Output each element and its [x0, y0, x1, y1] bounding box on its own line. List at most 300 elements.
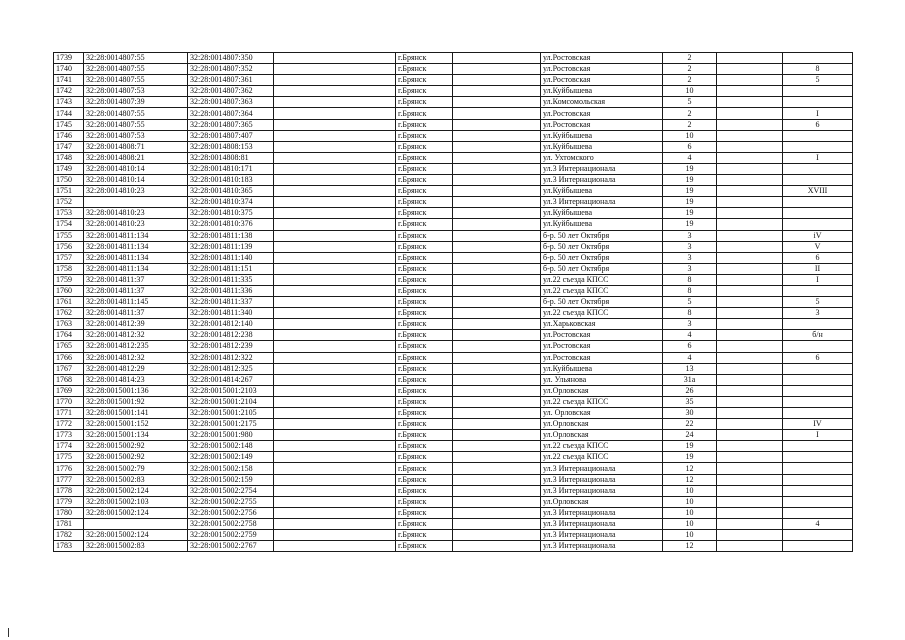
blank-column-cell	[274, 130, 396, 141]
row-number-cell: 1745	[54, 119, 84, 130]
city-cell: г.Брянск	[396, 408, 453, 419]
row-number-cell: 1762	[54, 308, 84, 319]
object-cadastral-number-cell: 32:28:0015001:2104	[188, 396, 274, 407]
object-cadastral-number-cell: 32:28:0015002:148	[188, 441, 274, 452]
city-cell: г.Брянск	[396, 75, 453, 86]
blank-column-cell	[274, 152, 396, 163]
room-number-cell: 6	[783, 352, 853, 363]
blank-column-cell	[453, 363, 541, 374]
blank-column-cell	[274, 197, 396, 208]
blank-column-cell	[274, 419, 396, 430]
row-number-cell: 1743	[54, 97, 84, 108]
object-cadastral-number-cell: 32:28:0014807:362	[188, 86, 274, 97]
house-number-cell: 10	[663, 530, 717, 541]
blank-column-cell	[453, 152, 541, 163]
parcel-cadastral-number-cell: 32:28:0014810:14	[84, 175, 188, 186]
row-number-cell: 1744	[54, 108, 84, 119]
object-cadastral-number-cell: 32:28:0014807:364	[188, 108, 274, 119]
room-number-cell: 8	[783, 64, 853, 75]
city-cell: г.Брянск	[396, 430, 453, 441]
blank-column-cell	[717, 518, 783, 529]
city-cell: г.Брянск	[396, 252, 453, 263]
room-number-cell	[783, 130, 853, 141]
blank-column-cell	[717, 64, 783, 75]
room-number-cell: XVIII	[783, 186, 853, 197]
house-number-cell: 5	[663, 97, 717, 108]
parcel-cadastral-number-cell: 32:28:0015002:124	[84, 530, 188, 541]
blank-column-cell	[717, 119, 783, 130]
row-number-cell: 1775	[54, 452, 84, 463]
table-row	[54, 108, 853, 119]
city-cell: г.Брянск	[396, 119, 453, 130]
room-number-cell	[783, 507, 853, 518]
table-row	[54, 64, 853, 75]
parcel-cadastral-number-cell	[84, 197, 188, 208]
object-cadastral-number-cell: 32:28:0014811:336	[188, 285, 274, 296]
row-number-cell: 1753	[54, 208, 84, 219]
blank-column-cell	[717, 452, 783, 463]
blank-column-cell	[453, 330, 541, 341]
blank-column-cell	[717, 141, 783, 152]
parcel-cadastral-number-cell: 32:28:0014807:39	[84, 97, 188, 108]
parcel-cadastral-number-cell: 32:28:0014814:23	[84, 374, 188, 385]
object-cadastral-number-cell: 32:28:0014808:81	[188, 152, 274, 163]
table-row	[54, 97, 853, 108]
city-cell: г.Брянск	[396, 419, 453, 430]
table-row	[54, 496, 853, 507]
city-cell: г.Брянск	[396, 308, 453, 319]
parcel-cadastral-number-cell: 32:28:0014807:53	[84, 130, 188, 141]
object-cadastral-number-cell: 32:28:0014812:239	[188, 341, 274, 352]
row-number-cell: 1774	[54, 441, 84, 452]
blank-column-cell	[453, 197, 541, 208]
house-number-cell: 31а	[663, 374, 717, 385]
row-number-cell: 1765	[54, 341, 84, 352]
blank-column-cell	[453, 86, 541, 97]
blank-column-cell	[717, 485, 783, 496]
room-number-cell	[783, 53, 853, 64]
city-cell: г.Брянск	[396, 64, 453, 75]
street-cell: ул.Куйбышева	[541, 130, 663, 141]
street-cell: ул.Комсомольская	[541, 97, 663, 108]
street-cell: ул.Ростовская	[541, 64, 663, 75]
house-number-cell: 12	[663, 541, 717, 552]
city-cell: г.Брянск	[396, 175, 453, 186]
city-cell: г.Брянск	[396, 374, 453, 385]
object-cadastral-number-cell: 32:28:0015002:2767	[188, 541, 274, 552]
street-cell: б-р. 50 лет Октября	[541, 230, 663, 241]
city-cell: г.Брянск	[396, 518, 453, 529]
object-cadastral-number-cell: 32:28:0015002:159	[188, 474, 274, 485]
street-cell: ул.3 Интернационала	[541, 541, 663, 552]
object-cadastral-number-cell: 32:28:0014810:183	[188, 175, 274, 186]
street-cell: ул. Орловская	[541, 408, 663, 419]
blank-column-cell	[453, 341, 541, 352]
blank-column-cell	[274, 208, 396, 219]
house-number-cell: 10	[663, 485, 717, 496]
table-row	[54, 419, 853, 430]
house-number-cell: 10	[663, 86, 717, 97]
blank-column-cell	[274, 474, 396, 485]
row-number-cell: 1757	[54, 252, 84, 263]
street-cell: ул.Ростовская	[541, 119, 663, 130]
blank-column-cell	[453, 75, 541, 86]
table-row	[54, 141, 853, 152]
room-number-cell: iV	[783, 230, 853, 241]
street-cell: ул.Орловская	[541, 385, 663, 396]
city-cell: г.Брянск	[396, 208, 453, 219]
house-number-cell: 10	[663, 507, 717, 518]
table-row	[54, 163, 853, 174]
object-cadastral-number-cell: 32:28:0015001:980	[188, 430, 274, 441]
house-number-cell: 10	[663, 496, 717, 507]
street-cell: ул.Орловская	[541, 430, 663, 441]
row-number-cell: 1777	[54, 474, 84, 485]
blank-column-cell	[453, 507, 541, 518]
row-number-cell: 1780	[54, 507, 84, 518]
blank-column-cell	[717, 219, 783, 230]
street-cell: ул.22 съезда КПСС	[541, 308, 663, 319]
parcel-cadastral-number-cell: 32:28:0014807:55	[84, 108, 188, 119]
row-number-cell: 1768	[54, 374, 84, 385]
parcel-cadastral-number-cell: 32:28:0014812:235	[84, 341, 188, 352]
house-number-cell: 22	[663, 419, 717, 430]
house-number-cell: 3	[663, 263, 717, 274]
object-cadastral-number-cell: 32:28:0014811:151	[188, 263, 274, 274]
city-cell: г.Брянск	[396, 130, 453, 141]
row-number-cell: 1769	[54, 385, 84, 396]
blank-column-cell	[274, 219, 396, 230]
blank-column-cell	[453, 263, 541, 274]
blank-column-cell	[717, 175, 783, 186]
blank-column-cell	[274, 141, 396, 152]
city-cell: г.Брянск	[396, 363, 453, 374]
blank-column-cell	[274, 352, 396, 363]
room-number-cell	[783, 463, 853, 474]
city-cell: г.Брянск	[396, 141, 453, 152]
blank-column-cell	[717, 463, 783, 474]
room-number-cell: II	[783, 263, 853, 274]
blank-column-cell	[274, 319, 396, 330]
parcel-cadastral-number-cell: 32:28:0014811:145	[84, 297, 188, 308]
city-cell: г.Брянск	[396, 396, 453, 407]
table-row	[54, 175, 853, 186]
blank-column-cell	[717, 419, 783, 430]
blank-column-cell	[274, 518, 396, 529]
table-row	[54, 485, 853, 496]
street-cell: ул.Ростовская	[541, 330, 663, 341]
street-cell: ул.Куйбышева	[541, 141, 663, 152]
house-number-cell: 24	[663, 430, 717, 441]
blank-column-cell	[717, 274, 783, 285]
row-number-cell: 1746	[54, 130, 84, 141]
house-number-cell: 19	[663, 197, 717, 208]
blank-column-cell	[453, 108, 541, 119]
street-cell: ул.Ростовская	[541, 75, 663, 86]
table-row	[54, 241, 853, 252]
room-number-cell	[783, 408, 853, 419]
object-cadastral-number-cell: 32:28:0014811:140	[188, 252, 274, 263]
table-row	[54, 86, 853, 97]
street-cell: ул.3 Интернационала	[541, 485, 663, 496]
room-number-cell	[783, 452, 853, 463]
parcel-cadastral-number-cell	[84, 518, 188, 529]
blank-column-cell	[453, 396, 541, 407]
table-row	[54, 152, 853, 163]
house-number-cell: 19	[663, 452, 717, 463]
parcel-cadastral-number-cell: 32:28:0014812:39	[84, 319, 188, 330]
blank-column-cell	[453, 463, 541, 474]
object-cadastral-number-cell: 32:28:0014810:376	[188, 219, 274, 230]
blank-column-cell	[453, 374, 541, 385]
blank-column-cell	[717, 252, 783, 263]
table-row	[54, 430, 853, 441]
parcel-cadastral-number-cell: 32:28:0014810:14	[84, 163, 188, 174]
street-cell: ул.3 Интернационала	[541, 530, 663, 541]
row-number-cell: 1760	[54, 285, 84, 296]
city-cell: г.Брянск	[396, 496, 453, 507]
table-row	[54, 452, 853, 463]
parcel-cadastral-number-cell: 32:28:0015002:103	[84, 496, 188, 507]
city-cell: г.Брянск	[396, 86, 453, 97]
blank-column-cell	[717, 541, 783, 552]
parcel-cadastral-number-cell: 32:28:0014808:21	[84, 152, 188, 163]
blank-column-cell	[717, 97, 783, 108]
street-cell: ул.Харьковская	[541, 319, 663, 330]
city-cell: г.Брянск	[396, 297, 453, 308]
object-cadastral-number-cell: 32:28:0014808:153	[188, 141, 274, 152]
blank-column-cell	[274, 274, 396, 285]
row-number-cell: 1758	[54, 263, 84, 274]
blank-column-cell	[274, 374, 396, 385]
street-cell: ул.3 Интернационала	[541, 518, 663, 529]
parcel-cadastral-number-cell: 32:28:0015001:152	[84, 419, 188, 430]
row-number-cell: 1779	[54, 496, 84, 507]
blank-column-cell	[453, 308, 541, 319]
blank-column-cell	[274, 485, 396, 496]
table-row	[54, 374, 853, 385]
house-number-cell: 3	[663, 230, 717, 241]
object-cadastral-number-cell: 32:28:0015002:2759	[188, 530, 274, 541]
room-number-cell	[783, 175, 853, 186]
table-row	[54, 285, 853, 296]
room-number-cell: 3	[783, 308, 853, 319]
city-cell: г.Брянск	[396, 507, 453, 518]
blank-column-cell	[717, 86, 783, 97]
blank-column-cell	[453, 252, 541, 263]
blank-column-cell	[274, 64, 396, 75]
table-row	[54, 186, 853, 197]
parcel-cadastral-number-cell: 32:28:0015002:92	[84, 452, 188, 463]
parcel-cadastral-number-cell: 32:28:0015001:141	[84, 408, 188, 419]
row-number-cell: 1763	[54, 319, 84, 330]
blank-column-cell	[274, 463, 396, 474]
row-number-cell: 1772	[54, 419, 84, 430]
table-row	[54, 130, 853, 141]
room-number-cell	[783, 385, 853, 396]
city-cell: г.Брянск	[396, 330, 453, 341]
blank-column-cell	[453, 385, 541, 396]
table-row	[54, 197, 853, 208]
blank-column-cell	[274, 75, 396, 86]
house-number-cell: 2	[663, 53, 717, 64]
city-cell: г.Брянск	[396, 474, 453, 485]
city-cell: г.Брянск	[396, 197, 453, 208]
house-number-cell: 5	[663, 297, 717, 308]
object-cadastral-number-cell: 32:28:0015001:2103	[188, 385, 274, 396]
object-cadastral-number-cell: 32:28:0015002:2755	[188, 496, 274, 507]
blank-column-cell	[274, 186, 396, 197]
row-number-cell: 1739	[54, 53, 84, 64]
room-number-cell: I	[783, 274, 853, 285]
house-number-cell: 4	[663, 352, 717, 363]
object-cadastral-number-cell: 32:28:0014811:337	[188, 297, 274, 308]
blank-column-cell	[274, 119, 396, 130]
parcel-cadastral-number-cell: 32:28:0014812:29	[84, 363, 188, 374]
blank-column-cell	[717, 230, 783, 241]
table-body	[54, 53, 853, 552]
street-cell: б-р. 50 лет Октября	[541, 297, 663, 308]
blank-column-cell	[453, 141, 541, 152]
object-cadastral-number-cell: 32:28:0014810:171	[188, 163, 274, 174]
parcel-cadastral-number-cell: 32:28:0014811:134	[84, 241, 188, 252]
blank-column-cell	[717, 130, 783, 141]
blank-column-cell	[453, 419, 541, 430]
street-cell: ул.3 Интернационала	[541, 197, 663, 208]
blank-column-cell	[274, 308, 396, 319]
house-number-cell: 10	[663, 518, 717, 529]
object-cadastral-number-cell: 32:28:0014811:139	[188, 241, 274, 252]
object-cadastral-number-cell: 32:28:0014810:375	[188, 208, 274, 219]
room-number-cell	[783, 97, 853, 108]
parcel-cadastral-number-cell: 32:28:0015002:83	[84, 474, 188, 485]
object-cadastral-number-cell: 32:28:0015001:2105	[188, 408, 274, 419]
room-number-cell	[783, 197, 853, 208]
blank-column-cell	[274, 341, 396, 352]
table-row	[54, 408, 853, 419]
row-number-cell: 1783	[54, 541, 84, 552]
table-row	[54, 252, 853, 263]
street-cell: ул.3 Интернационала	[541, 507, 663, 518]
table-row	[54, 474, 853, 485]
street-cell: ул.Ростовская	[541, 53, 663, 64]
city-cell: г.Брянск	[396, 341, 453, 352]
object-cadastral-number-cell: 32:28:0014810:365	[188, 186, 274, 197]
street-cell: б-р. 50 лет Октября	[541, 263, 663, 274]
row-number-cell: 1767	[54, 363, 84, 374]
parcel-cadastral-number-cell: 32:28:0015002:124	[84, 507, 188, 518]
table-row	[54, 352, 853, 363]
city-cell: г.Брянск	[396, 285, 453, 296]
city-cell: г.Брянск	[396, 274, 453, 285]
object-cadastral-number-cell: 32:28:0014812:325	[188, 363, 274, 374]
row-number-cell: 1782	[54, 530, 84, 541]
table-row	[54, 363, 853, 374]
blank-column-cell	[453, 352, 541, 363]
blank-column-cell	[717, 319, 783, 330]
object-cadastral-number-cell: 32:28:0015002:2758	[188, 518, 274, 529]
row-number-cell: 1751	[54, 186, 84, 197]
blank-column-cell	[274, 441, 396, 452]
blank-column-cell	[717, 530, 783, 541]
street-cell: ул.Орловская	[541, 496, 663, 507]
blank-column-cell	[717, 441, 783, 452]
object-cadastral-number-cell: 32:28:0014807:365	[188, 119, 274, 130]
house-number-cell: 8	[663, 285, 717, 296]
object-cadastral-number-cell: 32:28:0014811:138	[188, 230, 274, 241]
parcel-cadastral-number-cell: 32:28:0014807:55	[84, 119, 188, 130]
blank-column-cell	[274, 530, 396, 541]
blank-column-cell	[717, 53, 783, 64]
city-cell: г.Брянск	[396, 152, 453, 163]
blank-column-cell	[274, 507, 396, 518]
blank-column-cell	[274, 541, 396, 552]
room-number-cell	[783, 541, 853, 552]
blank-column-cell	[274, 263, 396, 274]
room-number-cell: 5	[783, 75, 853, 86]
object-cadastral-number-cell: 32:28:0014807:363	[188, 97, 274, 108]
parcel-cadastral-number-cell: 32:28:0014808:71	[84, 141, 188, 152]
table-row	[54, 308, 853, 319]
blank-column-cell	[274, 252, 396, 263]
blank-column-cell	[717, 330, 783, 341]
street-cell: ул.3 Интернационала	[541, 463, 663, 474]
blank-column-cell	[453, 175, 541, 186]
blank-column-cell	[274, 297, 396, 308]
room-number-cell	[783, 374, 853, 385]
row-number-cell: 1741	[54, 75, 84, 86]
house-number-cell: 8	[663, 308, 717, 319]
room-number-cell	[783, 141, 853, 152]
table-row	[54, 274, 853, 285]
room-number-cell: 4	[783, 518, 853, 529]
street-cell: ул.Куйбышева	[541, 219, 663, 230]
blank-column-cell	[274, 496, 396, 507]
object-cadastral-number-cell: 32:28:0014812:238	[188, 330, 274, 341]
parcel-cadastral-number-cell: 32:28:0014807:53	[84, 86, 188, 97]
blank-column-cell	[453, 430, 541, 441]
blank-column-cell	[453, 530, 541, 541]
city-cell: г.Брянск	[396, 53, 453, 64]
row-number-cell: 1749	[54, 163, 84, 174]
table-row	[54, 396, 853, 407]
blank-column-cell	[453, 208, 541, 219]
house-number-cell: 3	[663, 252, 717, 263]
house-number-cell: 35	[663, 396, 717, 407]
table-row	[54, 441, 853, 452]
row-number-cell: 1764	[54, 330, 84, 341]
blank-column-cell	[274, 163, 396, 174]
city-cell: г.Брянск	[396, 385, 453, 396]
street-cell: ул.Куйбышева	[541, 363, 663, 374]
blank-column-cell	[274, 285, 396, 296]
blank-column-cell	[453, 285, 541, 296]
house-number-cell: 6	[663, 341, 717, 352]
blank-column-cell	[717, 474, 783, 485]
city-cell: г.Брянск	[396, 463, 453, 474]
object-cadastral-number-cell: 32:28:0014811:340	[188, 308, 274, 319]
table-row	[54, 385, 853, 396]
room-number-cell	[783, 86, 853, 97]
house-number-cell: 3	[663, 241, 717, 252]
house-number-cell: 19	[663, 441, 717, 452]
parcel-cadastral-number-cell: 32:28:0014811:134	[84, 230, 188, 241]
blank-column-cell	[717, 263, 783, 274]
room-number-cell: 6	[783, 119, 853, 130]
parcel-cadastral-number-cell: 32:28:0015002:79	[84, 463, 188, 474]
house-number-cell: 19	[663, 175, 717, 186]
blank-column-cell	[453, 230, 541, 241]
